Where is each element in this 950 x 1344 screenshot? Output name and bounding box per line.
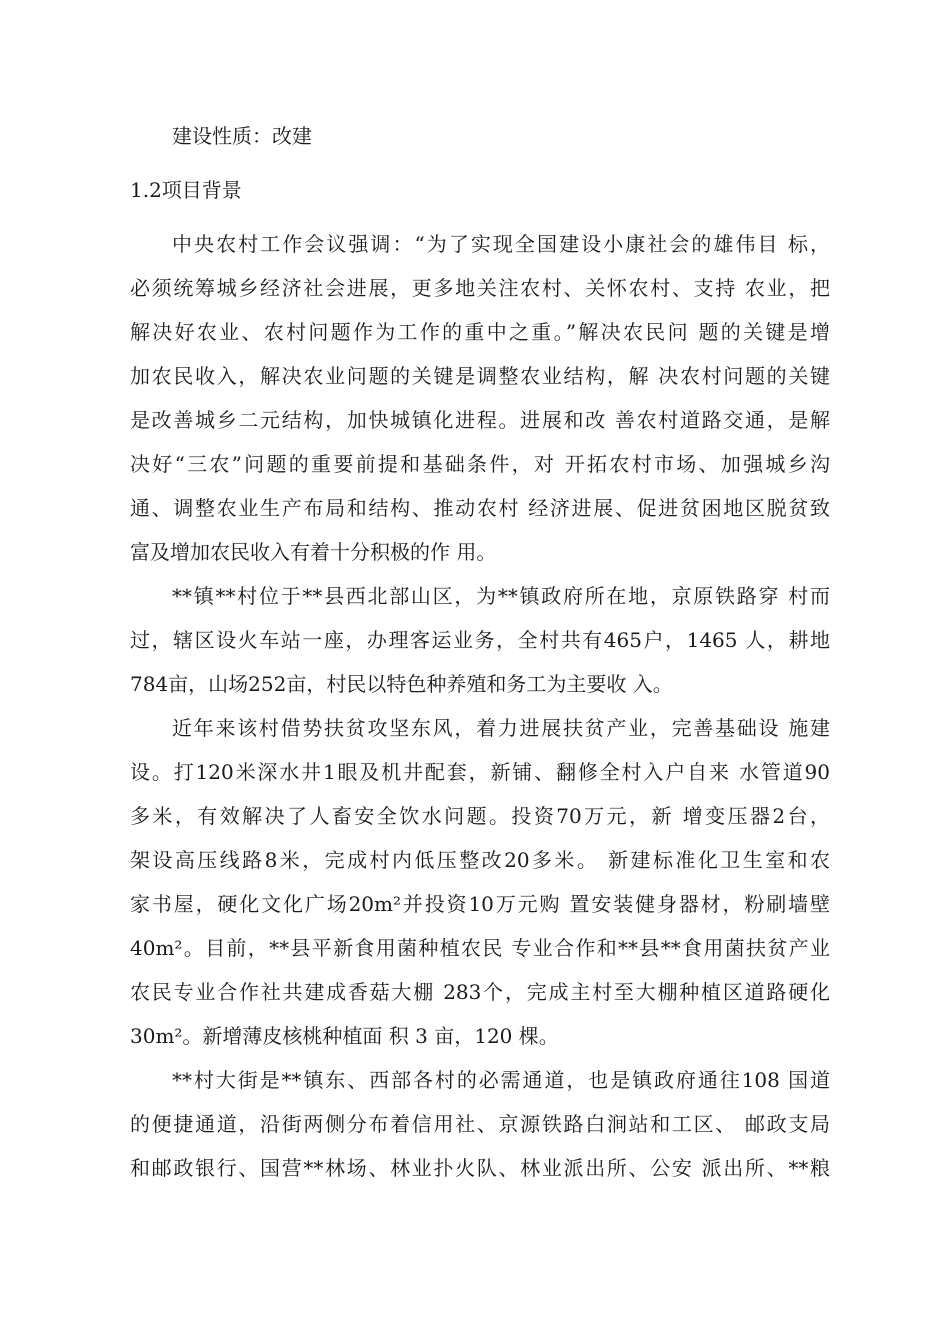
paragraph-1-line-7: 通、调整农业生产布局和结构、推动农村 经济进展、促进贫困地区脱贫致: [130, 496, 830, 520]
paragraph-1-line-4: 加农民收入，解决农业问题的关键是调整农业结构，解 决农村问题的关键: [130, 364, 830, 388]
paragraph-2-line-3: 784亩，山场252亩，村民以特色种养殖和务工为主要收 入。: [130, 672, 673, 696]
section-heading: 1.2项目背景: [130, 178, 242, 202]
paragraph-4-line-2: 的便捷通道，沿街两侧分布着信用社、京源铁路白涧站和工区、 邮政支局: [130, 1112, 830, 1136]
paragraph-1-line-8: 富及增加农民收入有着十分积极的作 用。: [130, 540, 497, 564]
paragraph-1-line-5: 是改善城乡二元结构，加快城镇化进程。进展和改 善农村道路交通，是解: [130, 408, 830, 432]
paragraph-3-line-7: 农民专业合作社共建成香菇大棚 283个，完成主村至大棚种植区道路硬化: [130, 980, 830, 1004]
paragraph-3-line-2: 设。打120米深水井1眼及机井配套，新铺、翻修全村入户自来 水管道90: [130, 760, 830, 784]
construction-nature: 建设性质：改建: [172, 124, 312, 148]
paragraph-1-line-6: 决好“三农”问题的重要前提和基础条件，对 开拓农村市场、加强城乡沟: [130, 452, 830, 476]
paragraph-2-line-1: **镇**村位于**县西北部山区，为**镇政府所在地，京原铁路穿 村而: [172, 584, 830, 608]
paragraph-3-line-3: 多米，有效解决了人畜安全饮水问题。投资70万元，新 增变压器2台，: [130, 804, 830, 828]
paragraph-3-line-5: 家书屋，硬化文化广场20m²并投资10万元购 置安装健身器材，粉刷墙壁: [130, 892, 830, 916]
paragraph-4-line-3: 和邮政银行、国营**林场、林业扑火队、林业派出所、公安 派出所、**粮: [130, 1156, 830, 1180]
paragraph-1-line-3: 解决好农业、农村问题作为工作的重中之重。”解决农民问 题的关键是增: [130, 320, 830, 344]
paragraph-2-line-2: 过，辖区设火车站一座，办理客运业务，全村共有465户，1465 人，耕地: [130, 628, 830, 652]
paragraph-1-line-1: 中央农村工作会议强调：“为了实现全国建设小康社会的雄伟目 标，: [172, 232, 830, 256]
paragraph-3-line-6: 40m²。目前，**县平新食用菌种植农民 专业合作和**县**食用菌扶贫产业: [130, 936, 830, 960]
paragraph-1-line-2: 必须统筹城乡经济社会进展，更多地关注农村、关怀农村、支持 农业，把: [130, 276, 830, 300]
paragraph-4-line-1: **村大街是**镇东、西部各村的必需通道，也是镇政府通往108 国道: [172, 1068, 830, 1092]
paragraph-3-line-8: 30m²。新增薄皮核桃种植面 积 3 亩，120 棵。: [130, 1024, 559, 1048]
paragraph-3-line-1: 近年来该村借势扶贫攻坚东风，着力进展扶贫产业，完善基础设 施建: [172, 716, 830, 740]
paragraph-3-line-4: 架设高压线路8米，完成村内低压整改20多米。 新建标准化卫生室和农: [130, 848, 830, 872]
